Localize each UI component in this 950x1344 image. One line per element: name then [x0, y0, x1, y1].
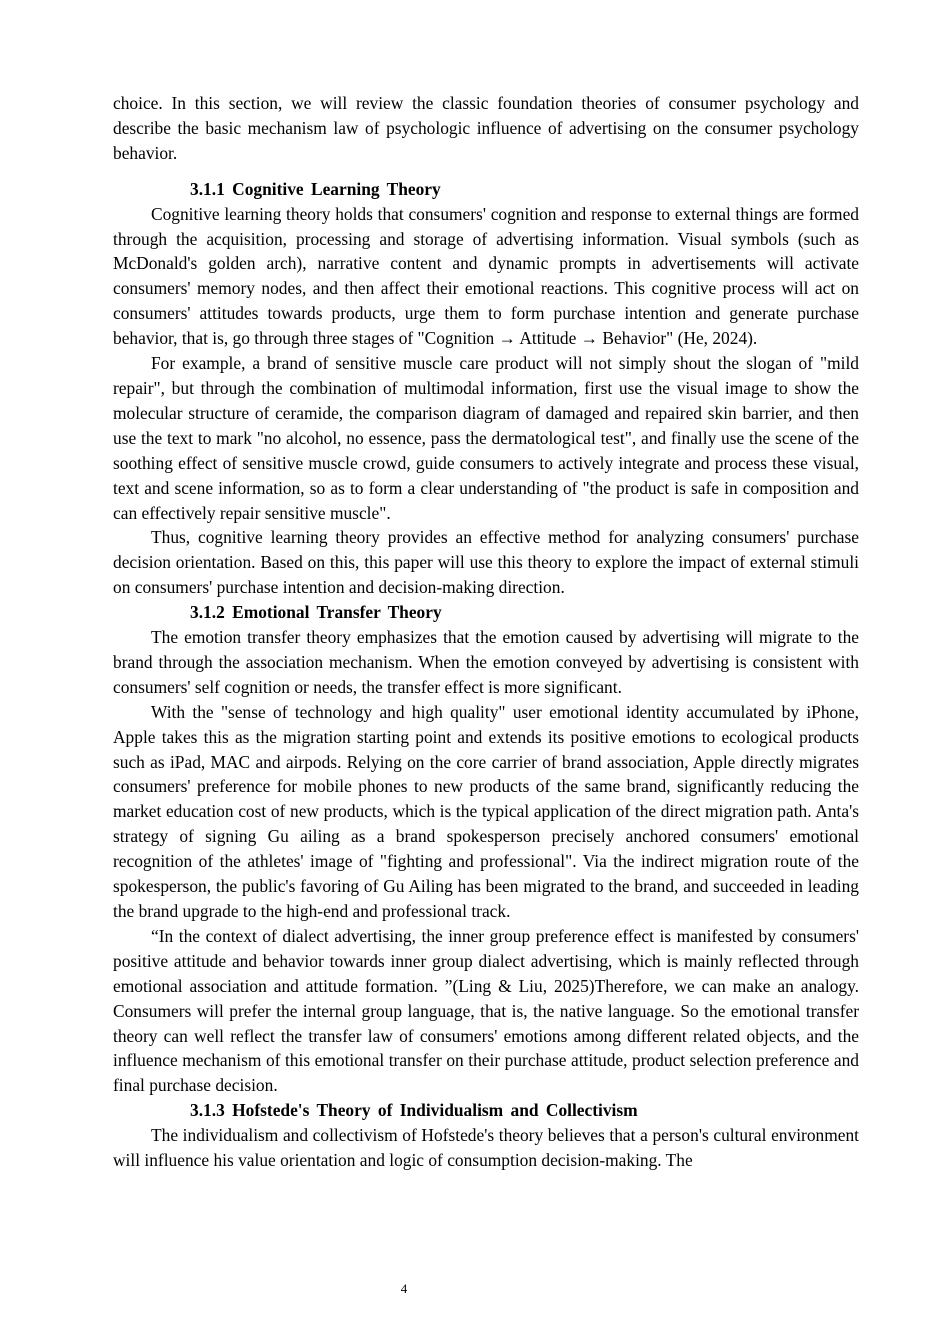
- section-heading-cognitive-learning: 3.1.1 Cognitive Learning Theory: [190, 178, 441, 199]
- document-page: [113, 91, 859, 1173]
- body-paragraph: The individualism and collectivism of Hofstede's theory believes that a person's cultural environment will influence his value orientation and logic of consumption decision-making. The: [113, 1125, 859, 1171]
- body-paragraph: Cognitive learning theory holds that consumers' cognition and response to external things are formed through the acquisition, processing and storage of advertising information. Visual symbols (such as McDonald's golden arch), narrative content and dynamic prompts in advertisements will activate consumers' memory nodes, and then affect their emotional reactions. This cognitive process will act on consumers' attitudes towards products, urge them to form purchase intention and generate purchase behavior, that is, go through three stages of "Cognition → Attitude → Behavior" (He, 2024).: [113, 203, 859, 349]
- intro-paragraph: choice. In this section, we will review the classic foundation theories of consumer psychology and describe the basic mechanism law of psychologic influence of advertising on the consumer psychology behavior.: [113, 93, 859, 163]
- body-paragraph: For example, a brand of sensitive muscle care product will not simply shout the slogan of "mild repair", but through the combination of multimodal information, first use the visual image to show the molecular structure of ceramide, the comparison diagram of damaged and repaired skin barrier, and then use the text to mark "no alcohol, no essence, pass the dermatological test", and finally use the scene of the soothing effect of sensitive muscle crowd, guide consumers to actively integrate and process these visual, text and scene information, so as to form a clear understanding of "the product is safe in composition and can effectively repair sensitive muscle".: [113, 353, 859, 523]
- body-paragraph: Thus, cognitive learning theory provides an effective method for analyzing consumers' purchase decision orientation. Based on this, this paper will use this theory to explore the impact of external stimuli on consumers' purchase intention and decision-making direction.: [113, 527, 859, 598]
- body-paragraph: The emotion transfer theory emphasizes that the emotion caused by advertising will migrate to the brand through the association mechanism. When the emotion conveyed by advertising is consistent with consumers' self cognition or needs, the transfer effect is more significant.: [113, 627, 859, 697]
- body-paragraph: With the "sense of technology and high quality" user emotional identity accumulated by iPhone, Apple takes this as the migration starting point and extends its positive emotions to ecological products such as iPad, MAC and airpods. Relying on the core carrier of brand association, Apple directly migrates consumers' preference for mobile phones to new products of the same brand, significantly reducing the market education cost of new products, which is the typical application of the direct migration path. Anta's strategy of signing Gu ailing as a brand spokesperson precisely anchored consumers' emotional recognition of the athletes' image of "fighting and professional". Via the indirect migration route of the spokesperson, the public's favoring of Gu Ailing has been migrated to the brand, and succeeded in leading the brand upgrade to the high-end and professional track.: [113, 701, 859, 921]
- section-heading-hofstede: 3.1.3 Hofstede's Theory of Individualism and Collectivism: [190, 1100, 638, 1121]
- section-heading-emotional-transfer: 3.1.2 Emotional Transfer Theory: [190, 602, 442, 623]
- page-number: 4: [400, 1281, 408, 1296]
- body-paragraph: “In the context of dialect advertising, the inner group preference effect is manifested by consumers' positive attitude and behavior towards inner group dialect advertising, which is mainly reflected through emotional association and attitude formation. ”(Ling & Liu, 2025)Therefore, we can make an analogy. Consumers will prefer the internal group language, that is, the native language. So the emotional transfer theory can well reflect the transfer law of consumers' emotions among different related objects, and the influence mechanism of this emotional transfer on their purchase attitude, product selection preference and final purchase decision.: [113, 925, 859, 1096]
